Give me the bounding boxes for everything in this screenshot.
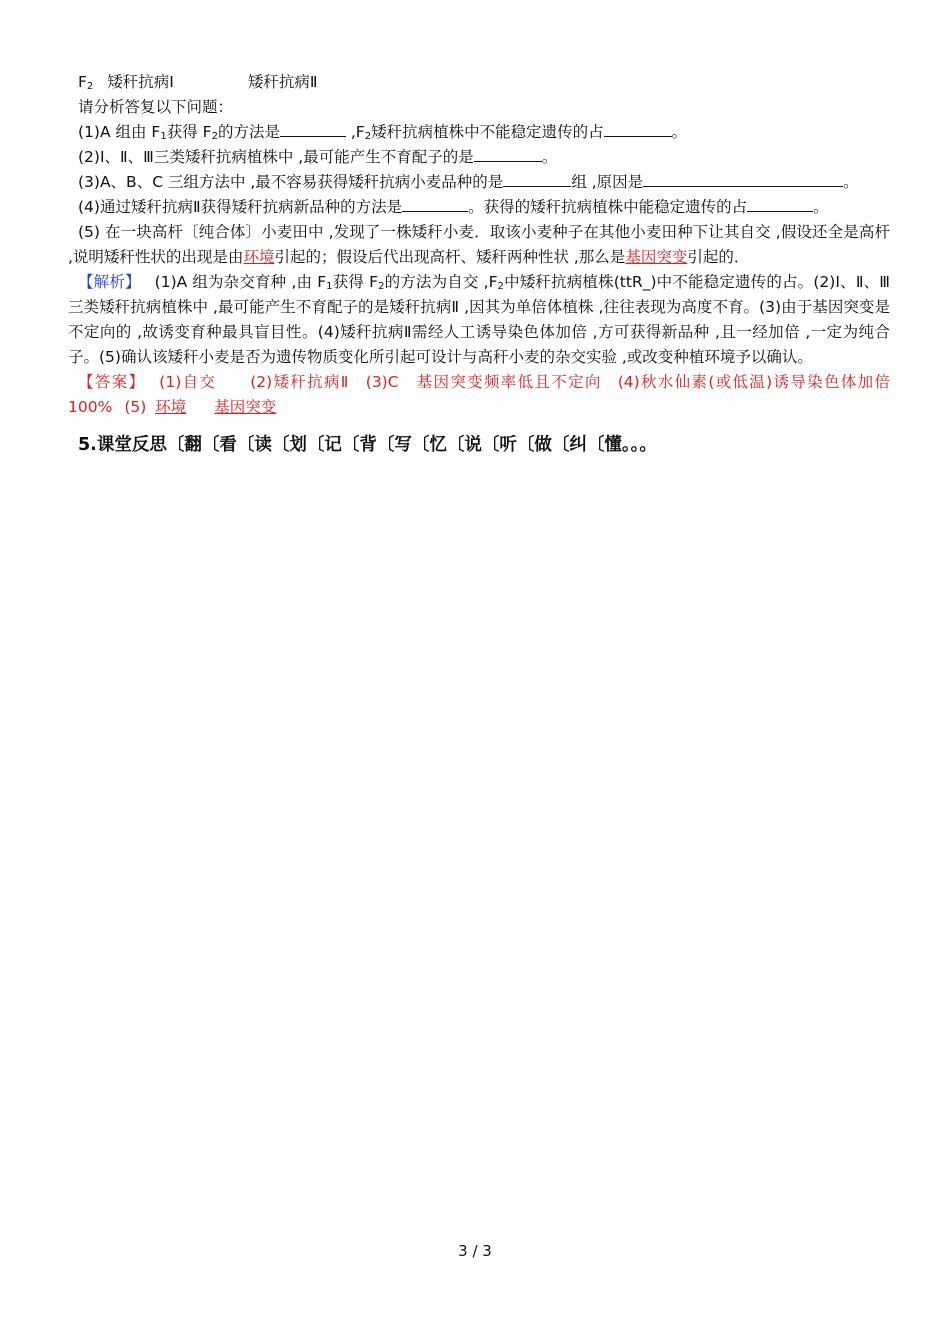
answer-3: (3)C 基因突变频率低且不定向 [365, 373, 602, 391]
q5-text-a: (5) 在一块高杆〔纯合体〕小麦田中 ,发现了一株矮秆小麦．取该小麦种子在其他小麦田种下让其自交 ,假设还全是高杆 ,说明矮秆性状的出现是由 [68, 223, 890, 266]
q2-text-b: 。 [541, 148, 558, 166]
reflection-heading: 5.课堂反思〔翻〔看〔读〔划〔记〔背〔写〔忆〔说〔听〔做〔纠〔懂。。。 [78, 435, 657, 455]
q5-text-e: 引起的． [687, 248, 750, 266]
q5-answer-mutation: 基因突变 [625, 248, 688, 266]
page-number: 3 / 3 [458, 1242, 492, 1260]
subscript: 2 [497, 281, 504, 292]
question-3 [68, 170, 890, 195]
q4-text-c: 。 [813, 198, 829, 216]
analysis-text-2: 获得 F [332, 273, 379, 291]
answer-blank [604, 120, 672, 137]
answer-blank [643, 170, 843, 187]
answer-5: (5) [124, 398, 147, 416]
document-body [68, 70, 906, 460]
analysis-text-1: (1)A 组为杂交育种 ,由 F [154, 273, 327, 291]
q5-text-c: 引起的；假设后代出现高杆、矮秆两种性状 ,那么是 [274, 248, 626, 266]
subscript: 2 [86, 81, 94, 92]
q4-text-b: 。获得的矮秆抗病植株中能稳定遗传的占 [468, 198, 748, 216]
answer-blank [503, 170, 571, 187]
q1-text-c: 的方法是 [217, 123, 280, 141]
question-5 [68, 220, 890, 270]
q2-text-a: (2)Ⅰ、Ⅱ、Ⅲ三类矮秆抗病植株中 ,最可能产生不育配子的是 [78, 148, 474, 166]
type-ii-label: 矮秆抗病Ⅱ [247, 73, 318, 91]
answer-2: (2)矮秆抗病Ⅱ [250, 373, 350, 391]
q1-text-e: 矮秆抗病植株中不能稳定遗传的占 [371, 123, 604, 141]
answer-blank [747, 195, 813, 212]
q3-text-a: (3)A、B、C 三组方法中 ,最不容易获得矮秆抗病小麦品种的是 [78, 173, 504, 191]
question-2 [68, 145, 890, 170]
type-i-label: 矮秆抗病Ⅰ [107, 73, 174, 91]
q3-text-b: 组 ,原因是 [571, 173, 644, 191]
analysis-text-3: 的方法为自交 ,F [384, 273, 498, 291]
analysis-label: 【解析】 [78, 273, 141, 291]
subscript: 2 [364, 131, 372, 142]
answer-4: (4)秋水仙素(或低温)诱导染色体加倍 100% [68, 373, 906, 416]
subscript: 1 [326, 281, 333, 292]
answer-blank [474, 145, 542, 162]
answer-blank [280, 120, 346, 137]
q1-text-a: (1)A 组由 F [78, 123, 161, 141]
question-4 [68, 195, 890, 220]
answer-label: 【答案】 [78, 373, 146, 391]
q1-text-d: ,F [345, 123, 365, 141]
q1-text-f: 。 [671, 123, 688, 141]
answer-5-environment: 环境 [155, 398, 187, 416]
answer-1: (1)自交 [159, 373, 217, 391]
subscript: 2 [378, 281, 385, 292]
prompt-text: 请分析答复以下问题： [78, 98, 234, 116]
q4-text-a: (4)通过矮秆抗病Ⅱ获得矮秆抗病新品种的方法是 [78, 198, 403, 216]
answer-blank [402, 195, 468, 212]
answer-5-mutation: 基因突变 [214, 398, 277, 416]
q3-text-c: 。 [843, 173, 859, 191]
answer-section [68, 370, 906, 420]
analysis-text-4: 中矮秆抗病植株(ttR_)中不能稳定遗传的占。(2)Ⅰ、Ⅱ、Ⅲ三类矮秆抗病植株中 ,最可能产生不育配子的是矮秆抗病Ⅱ ,因其为单倍体植株 ,往往表现为高度不育。(3)由于基因突变是不定向的 ,故诱变育种最具盲目性。(4)矮秆抗病Ⅱ需经人工诱导染色体加倍 ,方可获得新品种 ,且一经加倍 ,一定为纯合子。(5)确认该矮秆小麦是否为遗传物质变化所引起可设计与高秆小麦的杂交实验 ,或改变种植环境予以确认。 [68, 273, 890, 366]
subscript: 1 [160, 131, 167, 142]
question-1 [68, 120, 890, 145]
q5-answer-environment: 环境 [243, 248, 275, 266]
q1-text-b: 获得 F [166, 123, 212, 141]
analysis-section [68, 270, 890, 370]
subscript: 2 [211, 131, 218, 142]
f2-row [68, 70, 890, 95]
f2-label: F [78, 73, 87, 91]
